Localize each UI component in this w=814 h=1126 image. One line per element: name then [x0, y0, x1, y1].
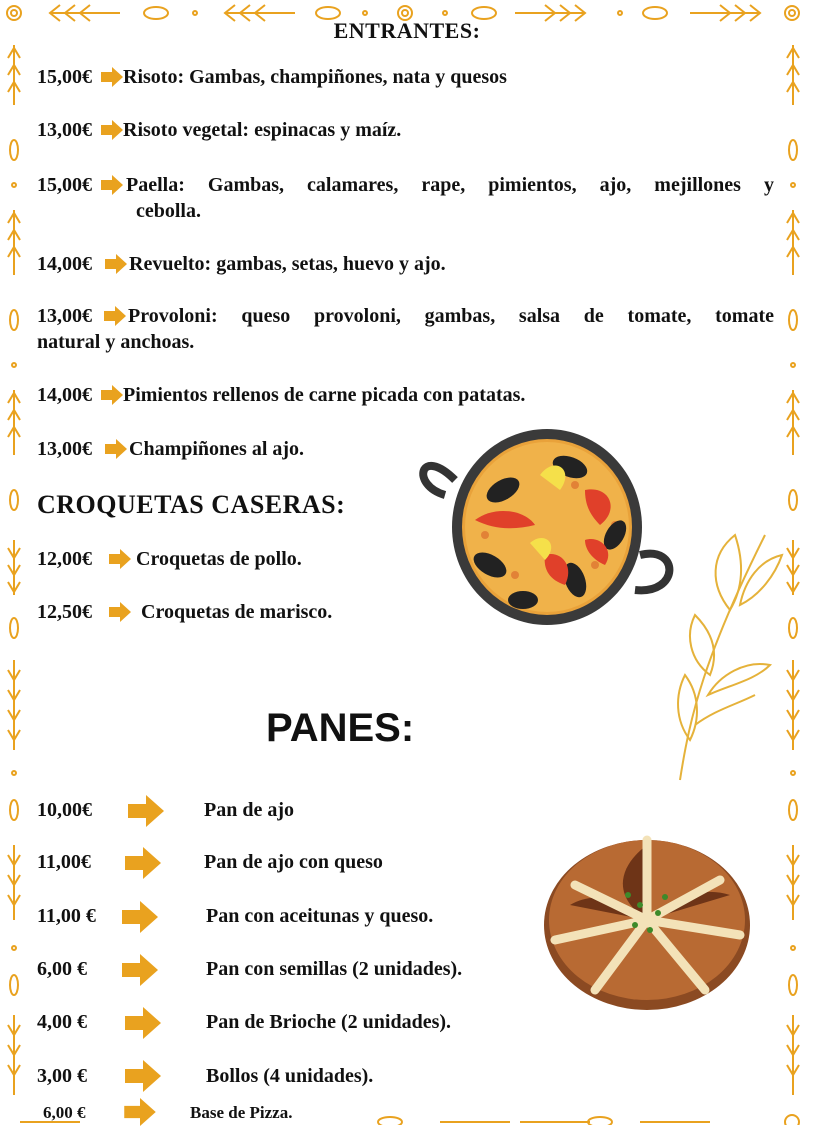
arrow-right-icon: [125, 1060, 161, 1092]
croqueta-price: 12,00€: [37, 548, 92, 570]
pan-price: 6,00 €: [37, 958, 87, 980]
paella-pan-image: [415, 425, 680, 630]
arrow-right-icon: [101, 175, 123, 195]
arrow-right-icon: [101, 67, 123, 87]
arrow-right-icon: [105, 254, 127, 274]
pan-price: 11,00€: [37, 851, 91, 873]
arrow-right-icon: [125, 847, 161, 879]
arrow-right-icon: [105, 439, 127, 459]
pan-name: Pan con semillas (2 unidades).: [206, 958, 463, 980]
pan-name: Pan de Brioche (2 unidades).: [206, 1011, 452, 1033]
entrante-price: 15,00€: [37, 66, 92, 88]
pan-name: Pan de ajo: [204, 799, 294, 821]
entrante-name-line2: cebolla.: [136, 200, 201, 222]
entrante-name: Revuelto: gambas, setas, huevo y ajo.: [129, 253, 446, 275]
pan-price: 10,00€: [37, 799, 92, 821]
arrow-right-icon: [122, 901, 158, 933]
croqueta-price: 12,50€: [37, 601, 92, 623]
pan-price: 3,00 €: [37, 1065, 87, 1087]
arrow-right-icon: [125, 1007, 161, 1039]
entrante-price: 14,00€: [37, 384, 92, 406]
entrante-name-line2: natural y anchoas.: [37, 331, 195, 353]
entrante-name: Risoto: Gambas, champiñones, nata y quesos: [123, 66, 507, 88]
arrow-right-icon: [122, 954, 158, 986]
pan-price: 6,00 €: [43, 1103, 86, 1122]
section-heading-panes: PANES:: [266, 706, 415, 750]
entrante-name-line1: Paella: Gambas, calamares, rape, pimientos, ajo, mejillones y: [126, 174, 774, 196]
entrante-price: 14,00€: [37, 253, 92, 275]
croqueta-name: Croquetas de pollo.: [136, 548, 302, 570]
entrante-name: Champiñones al ajo.: [129, 438, 305, 460]
arrow-right-icon: [101, 385, 123, 405]
entrante-name-line1: Provoloni: queso provoloni, gambas, salsa de tomate, tomate: [128, 305, 774, 327]
arrow-right-icon: [109, 549, 131, 569]
pan-price: 4,00 €: [37, 1011, 87, 1033]
entrante-price: 15,00€: [37, 174, 92, 196]
entrante-price: 13,00€: [37, 119, 92, 141]
pan-price: 11,00 €: [37, 905, 96, 927]
garlic-bread-image: [540, 825, 755, 1015]
entrante-name: Risoto vegetal: espinacas y maíz.: [123, 119, 402, 141]
pan-name: Base de Pizza.: [190, 1103, 293, 1122]
section-heading-entrantes: ENTRANTES:: [333, 18, 481, 43]
pan-name: Pan de ajo con queso: [204, 851, 383, 873]
entrante-price: 13,00€: [37, 438, 92, 460]
entrante-name: Pimientos rellenos de carne picada con patatas.: [123, 384, 526, 406]
arrow-right-icon: [101, 120, 123, 140]
croqueta-name: Croquetas de marisco.: [141, 601, 333, 623]
pan-name: Pan con aceitunas y queso.: [206, 905, 434, 927]
pan-name: Bollos (4 unidades).: [206, 1065, 374, 1087]
leaf-branch-decoration: [670, 515, 790, 785]
arrow-right-icon: [122, 1098, 158, 1126]
arrow-right-icon: [104, 306, 126, 326]
section-heading-croquetas: CROQUETAS CASERAS:: [37, 490, 346, 519]
entrante-price: 13,00€: [37, 305, 92, 327]
arrow-right-icon: [109, 602, 131, 622]
arrow-right-icon: [128, 795, 164, 827]
